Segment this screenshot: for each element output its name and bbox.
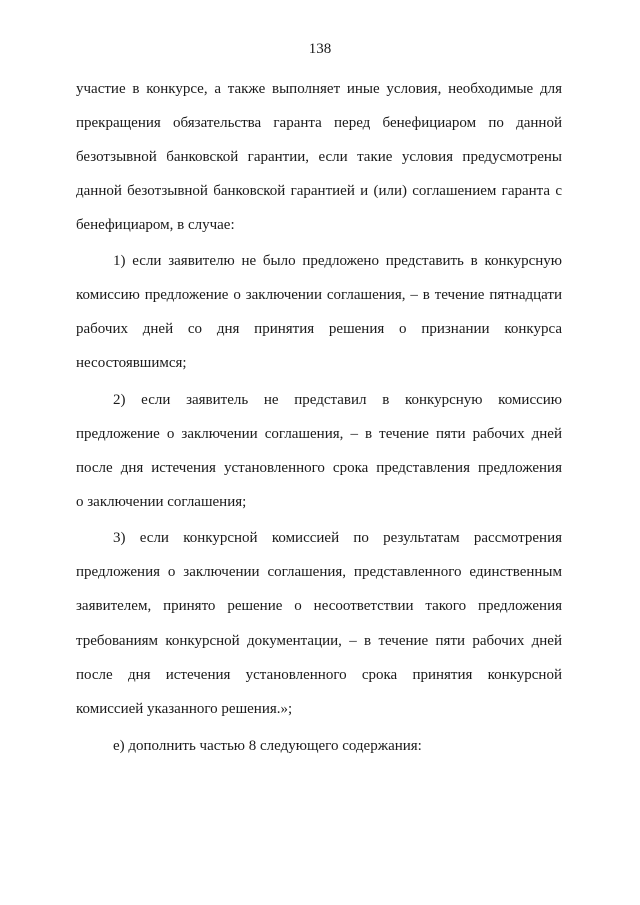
list-item-3-line-3: заявителем, принято решение о несоответствии такого предложения — [76, 598, 562, 614]
list-item-1-line-4: несостоявшимся; — [76, 355, 187, 371]
list-item-1-line-1: 1) если заявителю не было предложено представить в конкурсную — [113, 253, 562, 269]
list-item-3-line-6: комиссией указанного решения.»; — [76, 701, 293, 717]
list-item-3-line-4: требованиям конкурсной документации, – в течение пяти рабочих дней — [76, 633, 562, 649]
text-line-1: участие в конкурсе, а также выполняет иные условия, необходимые для — [76, 81, 562, 97]
list-item-2-line-2: предложение о заключении соглашения, – в течение пяти рабочих дней — [76, 426, 562, 442]
text-line-final: е) дополнить частью 8 следующего содержания: — [113, 738, 422, 754]
text-line-3: безотзывной банковской гарантии, если такие условия предусмотрены — [76, 149, 562, 165]
list-item-3-line-1: 3) если конкурсной комиссией по результатам рассмотрения — [113, 530, 562, 546]
list-item-2-line-4: о заключении соглашения; — [76, 494, 247, 510]
list-item-2-line-1: 2) если заявитель не представил в конкурсную комиссию — [113, 392, 562, 408]
list-item-1-line-2: комиссию предложение о заключении соглашения, – в течение пятнадцати — [76, 287, 562, 303]
list-item-3-line-5: после дня истечения установленного срока принятия конкурсной — [76, 667, 562, 683]
text-line-4: данной безотзывной банковской гарантией и (или) соглашением гаранта с — [76, 183, 562, 199]
list-item-2-line-3: после дня истечения установленного срока представления предложения — [76, 460, 562, 476]
text-line-5: бенефициаром, в случае: — [76, 217, 235, 233]
list-item-3-line-2: предложения о заключении соглашения, представленного единственным — [76, 564, 562, 580]
text-line-2: прекращения обязательства гаранта перед бенефициаром по данной — [76, 115, 562, 131]
page-number: 138 — [308, 41, 332, 57]
list-item-1-line-3: рабочих дней со дня принятия решения о признании конкурса — [76, 321, 562, 337]
